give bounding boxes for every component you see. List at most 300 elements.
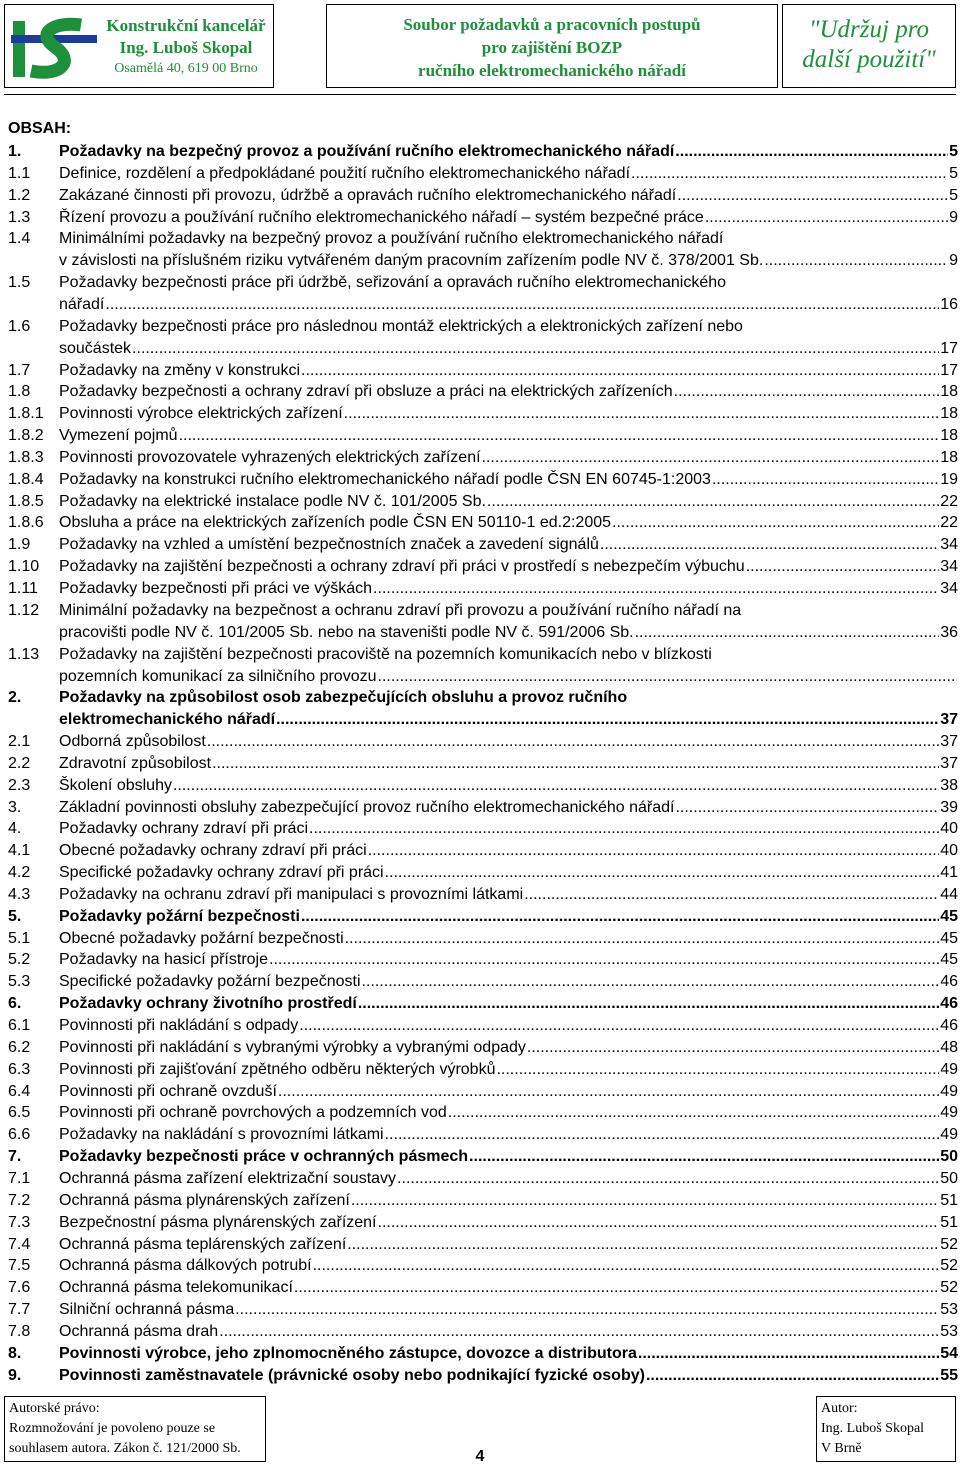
toc-entry-title: Povinnosti při nakládání s vybranými výrobky a vybranými odpady — [59, 1038, 526, 1056]
toc-entry-title-first-line: Požadavky bezpečnosti práce při údržbě, seřizování a opravách ručního elektromechanického — [59, 274, 727, 292]
toc-entry-title: Zakázané činnosti při provozu, údržbě a opravách ručního elektromechanického nářadí — [59, 186, 677, 204]
toc-entry-title: Povinnosti při zajišťování zpětného odběru některých výrobků — [59, 1060, 496, 1078]
toc-entry-title: Požadavky na změny v konstrukci — [59, 361, 300, 379]
toc-leader-dots — [378, 1212, 940, 1234]
toc-entry-body — [59, 228, 958, 272]
toc-entry[interactable] — [8, 1299, 958, 1321]
toc-entry-body — [59, 906, 958, 928]
toc-entry-page: 51 — [940, 1213, 958, 1231]
toc-entry-title: Požadavky ochrany životního prostředí — [59, 995, 357, 1013]
motto-line-2: další použití" — [802, 46, 936, 73]
toc-leader-dots — [207, 731, 939, 753]
toc-entry-body — [59, 731, 958, 753]
toc-entry-body — [59, 1365, 958, 1387]
toc-entry-body — [59, 1343, 958, 1365]
company-address: Osamělá 40, 619 00 Brno — [114, 61, 258, 76]
toc-leader-dots — [764, 250, 948, 272]
toc-entry-number: 5. — [8, 907, 22, 925]
toc-entry-page: 52 — [940, 1257, 958, 1275]
toc-entry-body — [59, 1081, 958, 1103]
toc-entry-body — [59, 163, 958, 185]
toc-entry-number: 1.2 — [8, 186, 31, 204]
toc-entry-page: 5 — [949, 143, 958, 160]
toc-entry[interactable] — [8, 403, 958, 425]
toc-entry-number: 6. — [8, 995, 22, 1013]
toc-entry[interactable] — [8, 775, 958, 797]
toc-entry-body — [59, 1168, 958, 1190]
toc-leader-dots — [351, 1190, 939, 1212]
toc-leader-dots — [368, 840, 939, 862]
toc-entry-body — [59, 818, 958, 840]
toc-entry-page: 54 — [940, 1344, 958, 1362]
toc-entry-page: 49 — [940, 1126, 958, 1144]
toc-entry-page: 5 — [949, 186, 958, 204]
toc-entry-title: Povinnosti při nakládání s odpady — [59, 1017, 299, 1034]
toc-leader-dots — [612, 512, 939, 534]
toc-entry-body — [59, 185, 958, 207]
toc-entry[interactable] — [8, 1081, 958, 1103]
toc-leader-dots — [173, 775, 939, 797]
toc-entry-title: Požadavky na zajištění bezpečnosti a ochrany zdraví při práci v prostředí s nebezpečím výbuchu — [59, 558, 745, 576]
toc-entry-page: 22 — [940, 514, 958, 532]
toc-entry[interactable] — [8, 993, 958, 1015]
toc-leader-dots — [378, 666, 958, 688]
toc-entry[interactable] — [8, 1124, 958, 1146]
toc-entry-title: Požadavky na bezpečný provoz a používání ručního elektromechanického nářadí — [59, 143, 675, 160]
toc-entry-number: 7.3 — [8, 1213, 31, 1231]
author-line-2: Ing. Luboš Skopal — [821, 1421, 925, 1436]
toc-entry[interactable] — [8, 316, 958, 360]
toc-entry-title: Požadavky na konstrukci ručního elektromechanického nářadí podle ČSN EN 60745-1:2003 — [59, 470, 711, 488]
toc-entry[interactable] — [8, 163, 958, 185]
toc-entry-number: 1.8.4 — [8, 470, 44, 488]
toc-entry-page: 34 — [940, 580, 958, 597]
toc-entry-number: 6.1 — [8, 1017, 31, 1034]
document-title-box — [326, 4, 778, 88]
toc-entry-number: 1.8.1 — [8, 405, 44, 423]
toc-entry[interactable] — [8, 228, 958, 272]
toc-entry-number: 1.8.5 — [8, 492, 44, 510]
toc-entry[interactable] — [8, 1212, 958, 1234]
toc-entry-page: 18 — [940, 405, 958, 423]
toc-entry-number: 1.10 — [8, 558, 40, 576]
toc-leader-dots — [635, 622, 940, 644]
toc-entry[interactable] — [8, 1234, 958, 1256]
toc-entry-body — [59, 1190, 958, 1212]
toc-entry-title: Požadavky na ochranu zdraví při manipulaci s provozními látkami — [59, 885, 524, 903]
toc-entry-page: 52 — [940, 1279, 958, 1297]
toc-entry-number: 1.4 — [8, 230, 31, 248]
toc-entry[interactable] — [8, 818, 958, 840]
toc-entry-body — [59, 949, 958, 971]
toc-entry-number: 1.3 — [8, 208, 31, 226]
toc-entry-number: 1.8 — [8, 383, 31, 401]
toc-entry[interactable] — [8, 928, 958, 950]
toc-entry-number: 1.11 — [8, 580, 38, 597]
toc-entry-title: Silniční ochranná pásma — [59, 1301, 235, 1319]
toc-entry-body — [59, 447, 958, 469]
toc-entry-title: Řízení provozu a používání ručního elektromechanického nářadí – systém bezpečné práce — [59, 208, 704, 226]
toc-entry-page: 41 — [940, 864, 958, 882]
toc-entry-number: 1.8.3 — [8, 448, 44, 466]
toc-entry-body — [59, 1059, 958, 1081]
toc-leader-dots — [344, 403, 940, 425]
toc-entry-number: 7. — [8, 1148, 22, 1166]
toc-entry[interactable] — [8, 884, 958, 906]
toc-entry-number: 1.8.6 — [8, 514, 44, 532]
toc-entry-title: Definice, rozdělení a předpokládané použití ručního elektromechanického nářadí — [59, 164, 631, 182]
toc-entry[interactable] — [8, 731, 958, 753]
toc-leader-dots — [674, 381, 940, 403]
toc-entry[interactable] — [8, 207, 958, 229]
toc-entry-title-first-line: Požadavky bezpečnosti práce pro následnou montáž elektrických a elektronických zařízení nebo — [59, 317, 743, 335]
title-line-1: Soubor požadavků a pracovních postupů — [403, 15, 701, 34]
toc-entry-number: 6.3 — [8, 1060, 31, 1078]
toc-entry[interactable] — [8, 1037, 958, 1059]
toc-entry[interactable] — [8, 469, 958, 491]
toc-entry-title: Základní povinnosti obsluhy zabezpečující provoz ručního elektromechanického nářadí — [59, 798, 675, 816]
toc-entry-title: Požadavky požární bezpečnosti — [59, 907, 300, 925]
toc-entry-title: Ochranná pásma teplárenských zařízení — [59, 1235, 347, 1253]
toc-entry-title-first-line: Minimální požadavky na bezpečnost a ochranu zdraví při provozu a používání ručního nářadí na — [59, 601, 742, 619]
toc-entry-number: 7.7 — [8, 1301, 31, 1319]
toc-entry-page: 45 — [940, 929, 958, 947]
toc-entry-page: 46 — [940, 995, 958, 1013]
toc-leader-dots — [397, 1168, 939, 1190]
toc-entry[interactable] — [8, 1146, 958, 1168]
toc-entry[interactable] — [8, 687, 958, 731]
toc-entry-number: 7.2 — [8, 1191, 31, 1209]
toc-entry-title: Požadavky bezpečnosti při práci ve výškách — [59, 580, 373, 597]
company-name — [101, 15, 271, 79]
toc-entry[interactable] — [8, 425, 958, 447]
toc-entry-number: 6.2 — [8, 1038, 31, 1056]
toc-leader-dots — [132, 338, 939, 360]
toc-leader-dots — [385, 862, 940, 884]
toc-entry[interactable] — [8, 949, 958, 971]
toc-entry[interactable] — [8, 491, 958, 513]
toc-entry-page: 9 — [949, 208, 958, 226]
toc-entry-number: 6.4 — [8, 1082, 31, 1100]
copyright-box — [4, 1396, 266, 1462]
toc-entry-page: 37 — [940, 754, 958, 772]
toc-entry[interactable] — [8, 272, 958, 316]
toc-entry-page: 34 — [940, 536, 958, 554]
toc-entry-page: 37 — [940, 711, 958, 729]
toc-entry-page: 50 — [940, 1148, 958, 1166]
toc-entry-page: 18 — [940, 427, 958, 445]
toc-entry-number: 6.5 — [8, 1104, 31, 1122]
toc-entry-body — [59, 272, 958, 316]
toc-entry-body — [59, 491, 958, 513]
toc-leader-dots — [345, 928, 940, 950]
toc-entry[interactable] — [8, 1343, 958, 1365]
toc-entry[interactable] — [8, 971, 958, 993]
toc-leader-dots — [362, 971, 940, 993]
toc-entry-title: Povinnosti výrobce, jeho zplnomocněného zástupce, dovozce a distributora — [59, 1344, 637, 1362]
toc-entry-page: 46 — [940, 973, 958, 991]
company-logo — [11, 17, 97, 81]
toc-entry-number: 1. — [8, 143, 22, 160]
toc-entry[interactable] — [8, 1277, 958, 1299]
toc-entry-number: 4.3 — [8, 885, 31, 903]
toc-entry-number: 1.1 — [8, 164, 31, 182]
toc-leader-dots — [347, 1234, 939, 1256]
author-line-3: V Brně — [821, 1441, 862, 1456]
toc-entry-body — [59, 534, 958, 556]
toc-leader-dots — [487, 491, 939, 513]
toc-entry-body — [59, 207, 958, 229]
toc-entry-number: 2.1 — [8, 732, 31, 750]
toc-entry-page: 49 — [940, 1082, 958, 1100]
author-line-1: Autor: — [821, 1401, 858, 1416]
toc-entry-number: 4. — [8, 820, 22, 838]
toc-entry-title: Obecné požadavky požární bezpečnosti — [59, 929, 344, 947]
toc-entry-body — [59, 1234, 958, 1256]
toc-entry-page: 40 — [940, 842, 958, 860]
toc-entry[interactable] — [8, 1365, 958, 1387]
toc-entry-page: 39 — [940, 798, 958, 816]
toc-leader-dots — [385, 1124, 940, 1146]
toc-entry-body — [59, 1124, 958, 1146]
toc-entry-page: 37 — [940, 732, 958, 750]
toc-entry[interactable] — [8, 840, 958, 862]
toc-entry-number: 1.9 — [8, 536, 31, 554]
toc-entry-body — [59, 316, 958, 360]
toc-leader-dots — [448, 1102, 939, 1124]
copyright-line-2: Rozmnožování je povoleno pouze se — [9, 1421, 216, 1436]
toc-entry-body — [59, 687, 958, 731]
toc-entry-title: Zdravotní způsobilost — [59, 754, 212, 772]
toc-entry-number: 6.6 — [8, 1126, 31, 1144]
header-divider — [4, 94, 956, 95]
toc-entry-number: 8. — [8, 1344, 22, 1362]
toc-leader-dots — [675, 797, 939, 819]
toc-entry-page: 9 — [949, 252, 958, 270]
toc-entry-title: Ochranná pásma telekomunikací — [59, 1279, 293, 1297]
toc-entry[interactable] — [8, 1102, 958, 1124]
toc-leader-dots — [105, 294, 939, 316]
toc-entry-title: nářadí — [59, 296, 105, 314]
toc-entry[interactable] — [8, 360, 958, 382]
toc-entry[interactable] — [8, 556, 958, 578]
toc-entry-title-first-line: Požadavky na způsobilost osob zabezpečujících obsluhu a provoz ručního — [59, 689, 628, 707]
toc-entry-number: 3. — [8, 798, 22, 816]
toc-entry[interactable] — [8, 578, 958, 600]
toc-entry-title-first-line: Minimálními požadavky na bezpečný provoz a používání ručního elektromechanického nářadí — [59, 230, 724, 248]
toc-entry-body — [59, 425, 958, 447]
toc-entry-title: Povinnosti při ochraně povrchových a podzemních vod — [59, 1104, 447, 1122]
toc-entry-body — [59, 1321, 958, 1343]
toc-entry-body — [59, 512, 958, 534]
toc-entry-number: 7.4 — [8, 1235, 31, 1253]
toc-entry-page: 17 — [940, 361, 958, 379]
motto — [783, 15, 955, 75]
toc-leader-dots — [309, 818, 939, 840]
toc-entry-body — [59, 775, 958, 797]
toc-heading: OBSAH: — [8, 120, 72, 137]
toc-entry-body — [59, 1015, 958, 1037]
toc-entry-page: 45 — [940, 907, 958, 925]
toc-entry-title: pozemních komunikací za silničního provozu — [59, 667, 377, 685]
toc-entry-page: 18 — [940, 448, 958, 466]
motto-line-1: "Udržuj pro — [808, 16, 929, 43]
toc-entry-number: 4.2 — [8, 864, 31, 882]
copyright-line-3: souhlasem autora. Zákon č. 121/2000 Sb. — [9, 1441, 241, 1456]
toc-entry-body — [59, 884, 958, 906]
toc-entry-title: Povinnosti zaměstnavatele (právnické osoby nebo podnikající fyzické osoby) — [59, 1366, 645, 1384]
motto-box — [782, 4, 956, 88]
toc-entry-page: 53 — [940, 1322, 958, 1340]
toc-entry-title: Školení obsluhy — [59, 776, 172, 794]
toc-leader-dots — [469, 1146, 939, 1168]
toc-leader-dots — [712, 469, 939, 491]
toc-entry-page: 50 — [940, 1169, 958, 1187]
toc-entry-body — [59, 644, 958, 688]
toc-entry-title: Požadavky na elektrické instalace podle NV č. 101/2005 Sb. — [59, 492, 486, 510]
toc-leader-dots — [301, 906, 939, 928]
toc-entry-page: 49 — [940, 1060, 958, 1078]
toc-entry[interactable] — [8, 1255, 958, 1277]
toc-entry-body — [59, 753, 958, 775]
toc-entry-body — [59, 862, 958, 884]
toc-entry[interactable] — [8, 534, 958, 556]
toc-entry-body — [59, 556, 958, 578]
toc-leader-dots — [373, 578, 939, 600]
toc-entry-title: Specifické požadavky ochrany zdraví při práci — [59, 864, 384, 882]
toc-entry-body — [59, 600, 958, 644]
toc-entry-number: 1.8.2 — [8, 427, 44, 445]
toc-entry-number: 7.6 — [8, 1279, 31, 1297]
toc-entry[interactable] — [8, 797, 958, 819]
toc-entry-page: 17 — [940, 339, 958, 357]
toc-leader-dots — [646, 1365, 939, 1387]
toc-entry-title: Ochranná pásma dálkových potrubí — [59, 1257, 312, 1275]
toc-entry-body — [59, 797, 958, 819]
toc-leader-dots — [235, 1299, 939, 1321]
toc-entry-page: 18 — [940, 383, 958, 401]
toc-entry-body — [59, 971, 958, 993]
toc-entry-number: 9. — [8, 1366, 22, 1384]
toc-entry-body — [59, 1255, 958, 1277]
toc-entry-body — [59, 403, 958, 425]
toc-leader-dots — [631, 163, 948, 185]
toc-leader-dots — [276, 709, 939, 731]
toc-entry-title: Požadavky bezpečnosti a ochrany zdraví při obsluze a práci na elektrických zařízeních — [59, 383, 673, 401]
toc-entry[interactable] — [8, 512, 958, 534]
toc-entry-body — [59, 1102, 958, 1124]
toc-entry-page: 36 — [940, 623, 958, 641]
toc-entry-page: 51 — [940, 1191, 958, 1209]
toc-entry-body — [59, 1037, 958, 1059]
toc-entry-title: Povinnosti provozovatele vyhrazených elektrických zařízení — [59, 448, 481, 466]
toc-entry-title: Ochranná pásma drah — [59, 1322, 219, 1340]
toc-entry-title: Povinnosti při ochraně ovzduší — [59, 1082, 277, 1100]
company-line-2: Ing. Luboš Skopal — [119, 38, 253, 57]
toc-entry-number: 5.3 — [8, 973, 31, 991]
company-box — [4, 4, 274, 88]
toc-entry-title: Ochranná pásma zařízení elektrizační soustavy — [59, 1169, 397, 1187]
toc-leader-dots — [212, 753, 939, 775]
toc-entry[interactable] — [8, 1168, 958, 1190]
toc-entry[interactable] — [8, 447, 958, 469]
toc-entry[interactable] — [8, 644, 958, 688]
toc-entry[interactable] — [8, 600, 958, 644]
toc-entry[interactable] — [8, 862, 958, 884]
toc-leader-dots — [746, 556, 940, 578]
toc-entry-body — [59, 1146, 958, 1168]
toc-entry-title: pracovišti podle NV č. 101/2005 Sb. nebo na staveništi podle NV č. 591/2006 Sb. — [59, 623, 634, 641]
toc-entry-page: 40 — [940, 820, 958, 838]
toc-leader-dots — [524, 884, 939, 906]
toc-entry-page: 22 — [940, 492, 958, 510]
toc-leader-dots — [219, 1321, 939, 1343]
toc-leader-dots — [278, 1081, 939, 1103]
toc-entry-number: 5.2 — [8, 951, 31, 969]
toc-entry-body — [59, 360, 958, 382]
toc-entry[interactable] — [8, 1321, 958, 1343]
toc-leader-dots — [313, 1255, 940, 1277]
toc-entry-page: 5 — [949, 164, 958, 182]
toc-leader-dots — [677, 185, 948, 207]
toc-entry-page: 53 — [940, 1301, 958, 1319]
toc-entry-page: 34 — [940, 558, 958, 576]
toc-entry-number: 2.3 — [8, 776, 31, 794]
toc-leader-dots — [301, 360, 939, 382]
toc-entry-number: 7.5 — [8, 1257, 31, 1275]
toc-entry-title: Požadavky na vzhled a umístění bezpečnostních značek a zavedení signálů — [59, 536, 599, 554]
document-title — [327, 13, 777, 82]
toc-leader-dots — [638, 1343, 939, 1365]
toc-entry[interactable] — [8, 141, 958, 163]
toc-entry-number: 2.2 — [8, 754, 31, 772]
toc-entry-title: Požadavky na nakládání s provozními látkami — [59, 1126, 384, 1144]
toc-entry-number: 7.1 — [8, 1169, 31, 1187]
toc-entry-title: Obsluha a práce na elektrických zařízeních podle ČSN EN 50110-1 ed.2:2005 — [59, 514, 612, 532]
toc-entry-title-first-line: Požadavky na zajištění bezpečnosti pracoviště na pozemních komunikacích nebo v blízkosti — [59, 645, 712, 663]
toc-entry-title: Vymezení pojmů — [59, 427, 178, 445]
toc-entry[interactable] — [8, 906, 958, 928]
toc-entry-page: 46 — [940, 1017, 958, 1034]
page-number: 4 — [475, 1448, 485, 1465]
toc-entry[interactable] — [8, 381, 958, 403]
toc-entry-title: součástek — [59, 339, 132, 357]
toc-entry[interactable] — [8, 1190, 958, 1212]
author-box — [816, 1396, 956, 1462]
toc-entry-body — [59, 578, 958, 600]
toc-entry-number: 2. — [8, 689, 22, 707]
toc-entry[interactable] — [8, 1015, 958, 1037]
title-line-3: ručního elektromechanického nářadí — [418, 61, 686, 80]
toc-entry-title: Požadavky na hasicí přístroje — [59, 951, 268, 969]
toc-entry[interactable] — [8, 753, 958, 775]
toc-entry-page: 49 — [940, 1104, 958, 1122]
toc-entry[interactable] — [8, 185, 958, 207]
toc-entry[interactable] — [8, 1059, 958, 1081]
toc-entry-body — [59, 1277, 958, 1299]
toc-leader-dots — [675, 141, 948, 163]
toc-entry-number: 4.1 — [8, 842, 31, 860]
toc-entry-title: Bezpečnostní pásma plynárenských zařízení — [59, 1213, 377, 1231]
toc-entry-title: Povinnosti výrobce elektrických zařízení — [59, 405, 343, 423]
toc-entry-body — [59, 840, 958, 862]
copyright-line-1: Autorské právo: — [9, 1401, 100, 1416]
toc-leader-dots — [294, 1277, 939, 1299]
toc-entry-page: 48 — [940, 1038, 958, 1056]
toc-leader-dots — [269, 949, 939, 971]
toc-entry-body — [59, 1212, 958, 1234]
toc-entry-title: Obecné požadavky ochrany zdraví při práci — [59, 842, 367, 860]
